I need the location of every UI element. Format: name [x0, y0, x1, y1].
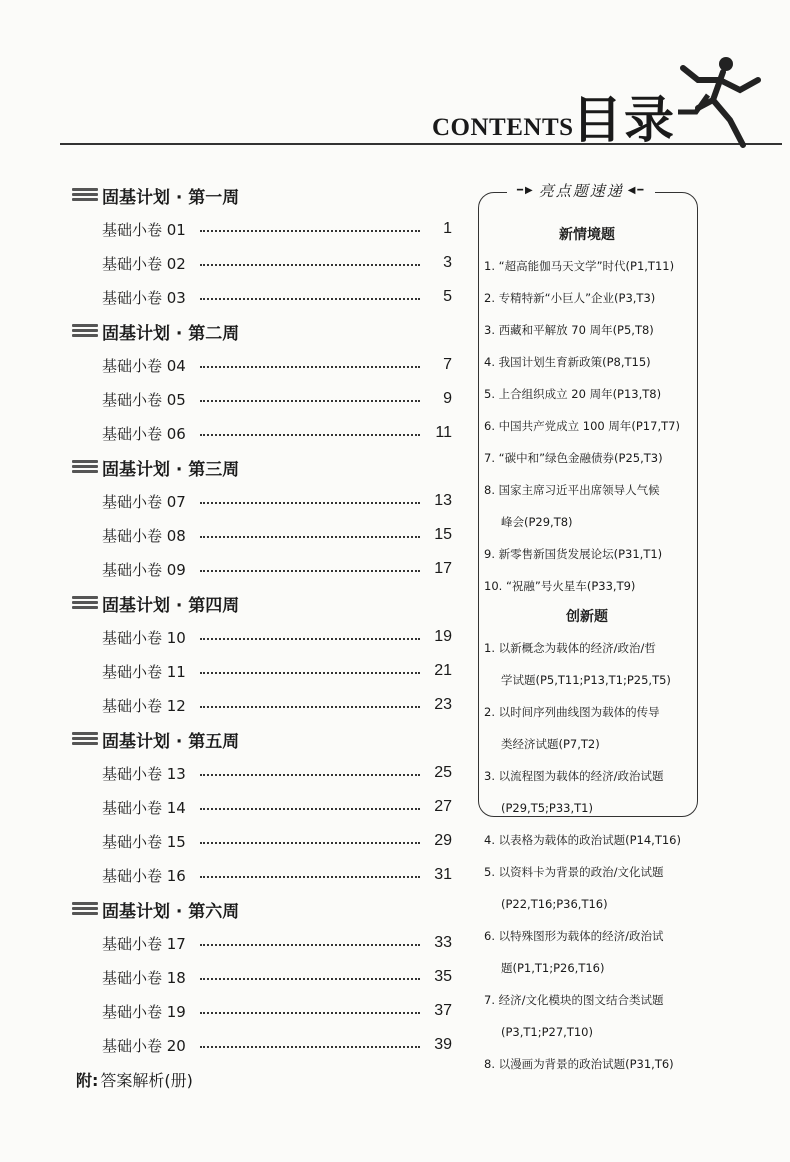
- dot-leader: [200, 672, 420, 674]
- dot-leader: [200, 536, 420, 538]
- entry-label: 基础小卷 10: [102, 628, 186, 647]
- toc-entry[interactable]: [72, 212, 452, 246]
- highlight-item: 7. “碳中和”绿色金融债券(P25,T3): [484, 451, 663, 465]
- highlight-item: 3. 以流程图为载体的经济/政治试题: [484, 769, 664, 783]
- entry-label: 基础小卷 01: [102, 220, 186, 239]
- dot-leader: [200, 978, 420, 980]
- contents-label: CONTENTS: [432, 114, 574, 141]
- entry-label: 基础小卷 18: [102, 968, 186, 987]
- highlights-title: [507, 180, 655, 201]
- highlight-item: 3. 西藏和平解放 70 周年(P5,T8): [484, 323, 654, 337]
- dot-leader: [200, 638, 420, 640]
- entry-label: 基础小卷 06: [102, 424, 186, 443]
- entry-page: 35: [434, 968, 452, 985]
- highlight-item: 8. 国家主席习近平出席领导人气候: [484, 483, 660, 497]
- highlight-item: 学试题(P5,T11;P13,T1;P25,T5): [501, 673, 671, 687]
- books-icon: [72, 596, 98, 610]
- highlight-item: 1. “超高能伽马天文学”时代(P1,T11): [484, 259, 675, 273]
- books-icon: [72, 902, 98, 916]
- highlight-item: (P29,T5;P33,T1): [501, 801, 593, 815]
- page-title: 目录: [572, 91, 676, 149]
- toc-appendix[interactable]: [76, 1062, 452, 1096]
- highlight-item: 2. 专精特新“小巨人”企业(P3,T3): [484, 291, 656, 305]
- arrow-right-icon: ━▶: [517, 185, 535, 196]
- dot-leader: [200, 944, 420, 946]
- toc-entry[interactable]: [72, 416, 452, 450]
- dot-leader: [200, 1046, 420, 1048]
- entry-label: 基础小卷 02: [102, 254, 186, 273]
- toc-entry[interactable]: [72, 280, 452, 314]
- toc-section-heading: [72, 314, 452, 348]
- toc-section-heading: [72, 178, 452, 212]
- dot-leader: [200, 434, 420, 436]
- entry-label: 基础小卷 03: [102, 288, 186, 307]
- section-title: 固基计划 · 第六周: [102, 901, 240, 922]
- section-title: 固基计划 · 第一周: [102, 187, 240, 208]
- highlight-item: 1. 以新概念为载体的经济/政治/哲: [484, 641, 656, 655]
- highlight-item: 5. 以资料卡为背景的政治/文化试题: [484, 865, 664, 879]
- highlight-item: (P22,T16;P36,T16): [501, 897, 608, 911]
- toc-entry[interactable]: [72, 1028, 452, 1062]
- entry-page: 13: [434, 492, 452, 509]
- entry-label: 基础小卷 04: [102, 356, 186, 375]
- books-icon: [72, 188, 98, 202]
- dot-leader: [200, 400, 420, 402]
- dot-leader: [200, 298, 420, 300]
- highlight-group-heading: 新情境题: [559, 227, 615, 243]
- dot-leader: [200, 774, 420, 776]
- highlight-item: 7. 经济/文化模块的图文结合类试题: [484, 993, 664, 1007]
- toc-section-heading: [72, 892, 452, 926]
- entry-page: 31: [434, 866, 452, 883]
- entry-label: 基础小卷 11: [102, 662, 186, 681]
- entry-label: 基础小卷 19: [102, 1002, 186, 1021]
- dot-leader: [200, 502, 420, 504]
- toc-entry[interactable]: [72, 620, 452, 654]
- toc-entry[interactable]: [72, 348, 452, 382]
- entry-page: 7: [443, 356, 452, 373]
- arrow-left-icon: ◀━: [627, 185, 646, 196]
- highlights-title-text: 亮点题速递: [538, 182, 624, 200]
- toc-section-heading: [72, 586, 452, 620]
- toc-entry[interactable]: [72, 926, 452, 960]
- highlight-item: 峰会(P29,T8): [501, 515, 573, 529]
- toc-entry[interactable]: [72, 824, 452, 858]
- dot-leader: [200, 876, 420, 878]
- highlight-item: 10. “祝融”号火星车(P33,T9): [484, 579, 636, 593]
- section-title: 固基计划 · 第四周: [102, 595, 240, 616]
- entry-page: 19: [434, 628, 452, 645]
- section-title: 固基计划 · 第五周: [102, 731, 240, 752]
- entry-page: 27: [434, 798, 452, 815]
- entry-page: 37: [434, 1002, 452, 1019]
- toc-entry[interactable]: [72, 756, 452, 790]
- entry-page: 33: [434, 934, 452, 951]
- books-icon: [72, 732, 98, 746]
- toc-entry[interactable]: [72, 246, 452, 280]
- entry-page: 25: [434, 764, 452, 781]
- highlight-group-heading: 创新题: [566, 609, 608, 625]
- highlight-item: 4. 我国计划生育新政策(P8,T15): [484, 355, 651, 369]
- dot-leader: [200, 808, 420, 810]
- dot-leader: [200, 570, 420, 572]
- highlight-item: 5. 上合组织成立 20 周年(P13,T8): [484, 387, 662, 401]
- highlight-item: 4. 以表格为载体的政治试题(P14,T16): [484, 833, 681, 847]
- toc-entry[interactable]: [72, 654, 452, 688]
- section-title: 固基计划 · 第二周: [102, 323, 240, 344]
- toc-section-heading: [72, 722, 452, 756]
- section-title: 固基计划 · 第三周: [102, 459, 240, 480]
- entry-page: 5: [443, 288, 452, 305]
- entry-page: 3: [443, 254, 452, 271]
- entry-label: 基础小卷 20: [102, 1036, 186, 1055]
- toc-entry[interactable]: [72, 518, 452, 552]
- entry-page: 11: [435, 424, 452, 441]
- toc-entry[interactable]: [72, 960, 452, 994]
- entry-page: 21: [434, 662, 452, 679]
- runner-illustration-icon: [668, 50, 768, 150]
- toc-section-heading: [72, 450, 452, 484]
- appendix-prefix: 附:: [76, 1070, 99, 1090]
- dot-leader: [200, 706, 420, 708]
- books-icon: [72, 324, 98, 338]
- highlights-list: [484, 220, 690, 1080]
- dot-leader: [200, 842, 420, 844]
- highlight-item: 9. 新零售新国货发展论坛(P31,T1): [484, 547, 663, 561]
- entry-label: 基础小卷 12: [102, 696, 186, 715]
- entry-page: 1: [443, 220, 452, 237]
- dot-leader: [200, 1012, 420, 1014]
- highlight-item: 2. 以时间序列曲线图为载体的传导: [484, 705, 660, 719]
- toc-list: [72, 178, 452, 1096]
- entry-page: 15: [434, 526, 452, 543]
- entry-page: 29: [434, 832, 452, 849]
- entry-label: 基础小卷 17: [102, 934, 186, 953]
- entry-label: 基础小卷 14: [102, 798, 186, 817]
- dot-leader: [200, 264, 420, 266]
- entry-page: 9: [443, 390, 452, 407]
- entry-label: 基础小卷 07: [102, 492, 186, 511]
- entry-page: 23: [434, 696, 452, 713]
- toc-entry[interactable]: [72, 994, 452, 1028]
- entry-label: 基础小卷 13: [102, 764, 186, 783]
- dot-leader: [200, 366, 420, 368]
- toc-entry[interactable]: [72, 484, 452, 518]
- highlight-item: 题(P1,T1;P26,T16): [501, 961, 605, 975]
- highlight-item: 类经济试题(P7,T2): [501, 737, 600, 751]
- entry-label: 基础小卷 16: [102, 866, 186, 885]
- highlight-item: 6. 中国共产党成立 100 周年(P17,T7): [484, 419, 680, 433]
- toc-entry[interactable]: [72, 790, 452, 824]
- entry-label: 基础小卷 15: [102, 832, 186, 851]
- appendix-label: 答案解析(册): [100, 1070, 193, 1090]
- dot-leader: [200, 230, 420, 232]
- toc-entry[interactable]: [72, 688, 452, 722]
- toc-entry[interactable]: [72, 552, 452, 586]
- entry-page: 39: [434, 1036, 452, 1053]
- toc-entry[interactable]: [72, 382, 452, 416]
- books-icon: [72, 460, 98, 474]
- toc-entry[interactable]: [72, 858, 452, 892]
- entry-label: 基础小卷 08: [102, 526, 186, 545]
- highlight-item: 8. 以漫画为背景的政治试题(P31,T6): [484, 1057, 674, 1071]
- highlight-item: (P3,T1;P27,T10): [501, 1025, 593, 1039]
- highlight-item: 6. 以特殊图形为载体的经济/政治试: [484, 929, 664, 943]
- entry-label: 基础小卷 05: [102, 390, 186, 409]
- entry-page: 17: [434, 560, 452, 577]
- entry-label: 基础小卷 09: [102, 560, 186, 579]
